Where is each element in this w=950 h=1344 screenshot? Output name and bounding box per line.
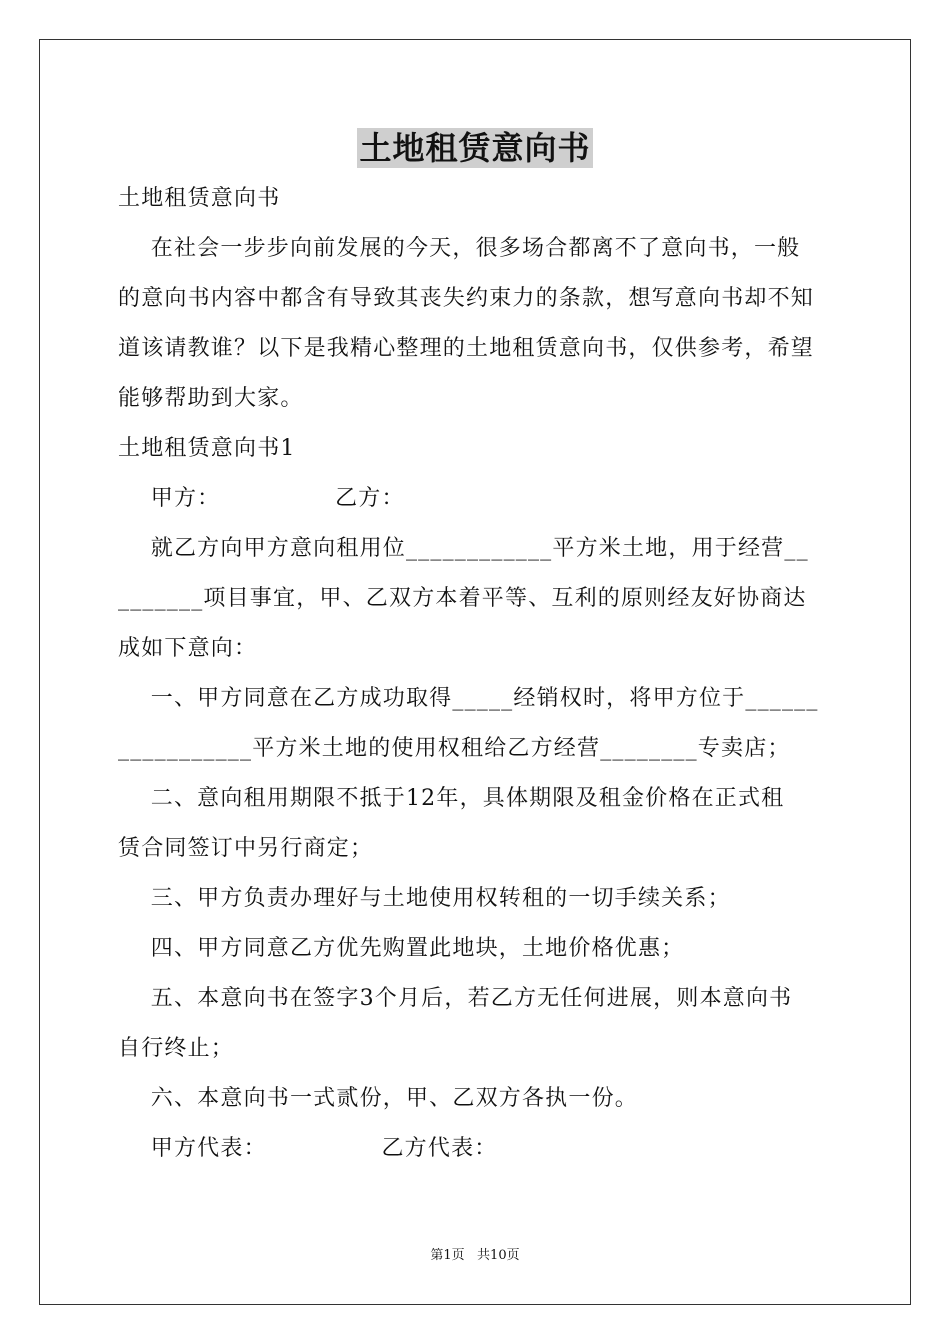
document-title: 土地租赁意向书 (359, 129, 591, 167)
page-footer: 第1页 共10页 (430, 1248, 520, 1263)
paragraph-line: 的意向书内容中都含有导致其丧失约束力的条款，想写意向书却不知 (118, 286, 815, 311)
clause-line: 自行终止； (118, 1036, 235, 1061)
page-border (39, 39, 911, 1305)
clause-line: 一、甲方同意在乙方成功取得_____经销权时，将甲方位于______ (118, 686, 819, 711)
title-container (0, 128, 950, 168)
paragraph-line: 成如下意向： (118, 636, 258, 661)
subtitle-line: 土地租赁意向书 (118, 186, 281, 211)
signature-line: 甲方代表： 乙方代表： (118, 1136, 498, 1161)
paragraph-line: 在社会一步步向前发展的今天，很多场合都离不了意向书，一般 (118, 236, 801, 261)
paragraph-line: _______项目事宜，甲、乙双方本着平等、互利的原则经友好协商达 (118, 586, 807, 611)
clause-line: 三、甲方负责办理好与土地使用权转租的一切手续关系； (118, 886, 731, 911)
clause-line: ___________平方米土地的使用权租给乙方经营________专卖店； (118, 736, 791, 761)
parties-line: 甲方： 乙方： (118, 486, 405, 511)
clause-line: 二、意向租用期限不抵于12年，具体期限及租金价格在正式租 (118, 786, 785, 811)
section-heading: 土地租赁意向书1 (118, 436, 296, 461)
clause-line: 赁合同签订中另行商定； (118, 836, 374, 861)
paragraph-line: 就乙方向甲方意向租用位____________平方米土地，用于经营__ (118, 536, 809, 561)
paragraph-line: 道该请教谁？以下是我精心整理的土地租赁意向书，仅供参考，希望 (118, 336, 815, 361)
clause-line: 四、甲方同意乙方优先购置此地块，土地价格优惠； (118, 936, 685, 961)
paragraph-line: 能够帮助到大家。 (118, 386, 304, 411)
clause-line: 六、本意向书一式贰份，甲、乙双方各执一份。 (118, 1086, 638, 1111)
clause-line: 五、本意向书在签字3个月后，若乙方无任何进展，则本意向书 (118, 986, 793, 1011)
